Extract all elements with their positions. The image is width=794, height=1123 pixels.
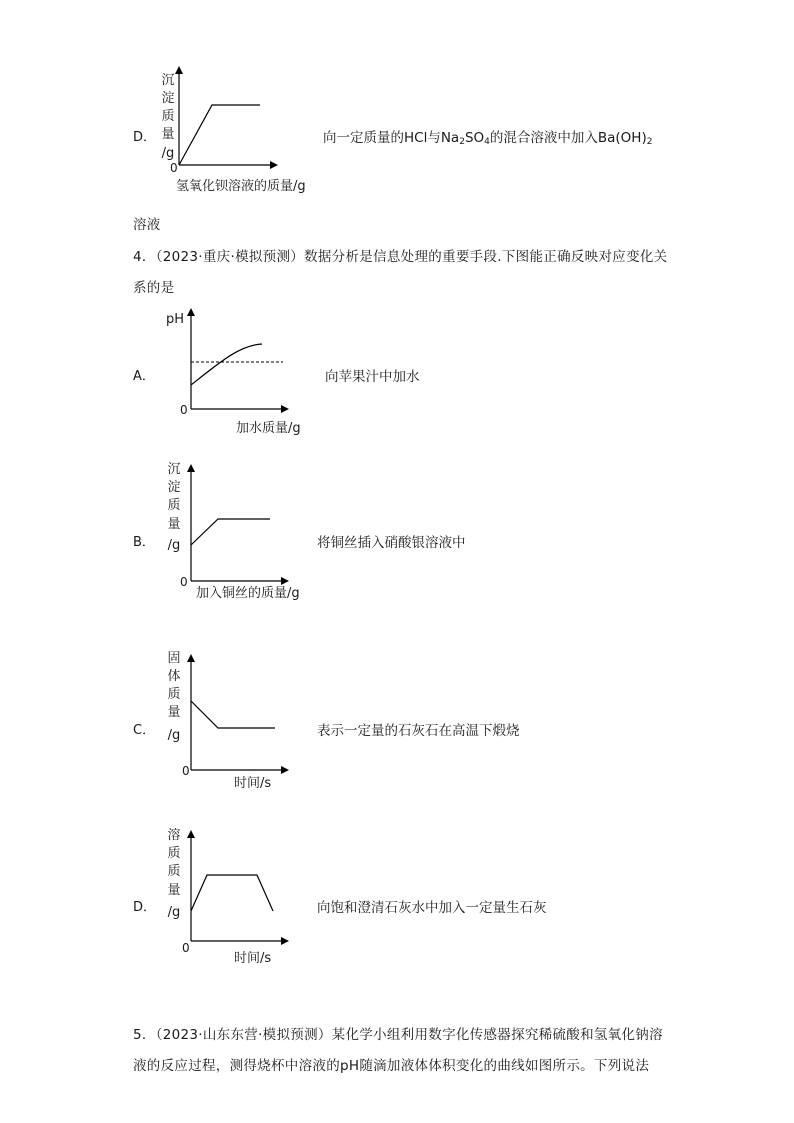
- option-desc: 表示一定量的石灰石在高温下煅烧: [317, 723, 520, 739]
- x-axis-label: 加入铜丝的质量/g: [196, 586, 300, 601]
- origin-zero: 0: [180, 575, 188, 589]
- option-label: B．: [133, 535, 155, 550]
- curve: [191, 875, 273, 911]
- option-desc-continued: 溶液: [133, 217, 161, 233]
- option-label: C．: [133, 723, 156, 738]
- question-stem-line1: 4．（2023·重庆·模拟预测）数据分析是信息处理的重要手段.下图能正确反映对应变化关: [133, 249, 668, 265]
- x-axis-arrow: [281, 937, 289, 945]
- origin-zero: 0: [182, 764, 190, 778]
- y-axis-arrow: [187, 830, 195, 838]
- origin-zero: 0: [170, 161, 178, 175]
- option-label: D．: [133, 130, 157, 145]
- option-desc: 向苹果汁中加水: [325, 369, 420, 385]
- option-desc: 向一定质量的HCl与$Na_2SO_4$的混合溶液中加入$Ba(OH)_2$: [323, 130, 653, 147]
- option-label: D．: [133, 900, 157, 915]
- question-stem-line2: 液的反应过程，测得烧杯中溶液的pH随滴加液体体积变化的曲线如图所示。下列说法: [133, 1058, 650, 1074]
- option-label: A．: [133, 369, 155, 384]
- x-axis-label: 氢氧化钡溶液的质量/g: [176, 179, 306, 194]
- option-desc: 向饱和澄清石灰水中加入一定量生石灰: [317, 900, 547, 916]
- option-desc: 将铜丝插入硝酸银溶液中: [317, 535, 466, 551]
- origin-zero: 0: [180, 403, 188, 417]
- origin-zero: 0: [182, 941, 190, 955]
- question-stem-line1: 5．（2023·山东东营·模拟预测）某化学小组利用数字化传感器探究稀硫酸和氢氧化钠溶: [133, 1027, 663, 1043]
- x-axis-label: 时间/s: [234, 776, 272, 791]
- y-axis-label: pH: [166, 312, 185, 327]
- x-axis-label: 时间/s: [234, 951, 272, 966]
- x-axis-label: 加水质量/g: [236, 421, 301, 436]
- question-stem-line2: 系的是: [133, 280, 175, 296]
